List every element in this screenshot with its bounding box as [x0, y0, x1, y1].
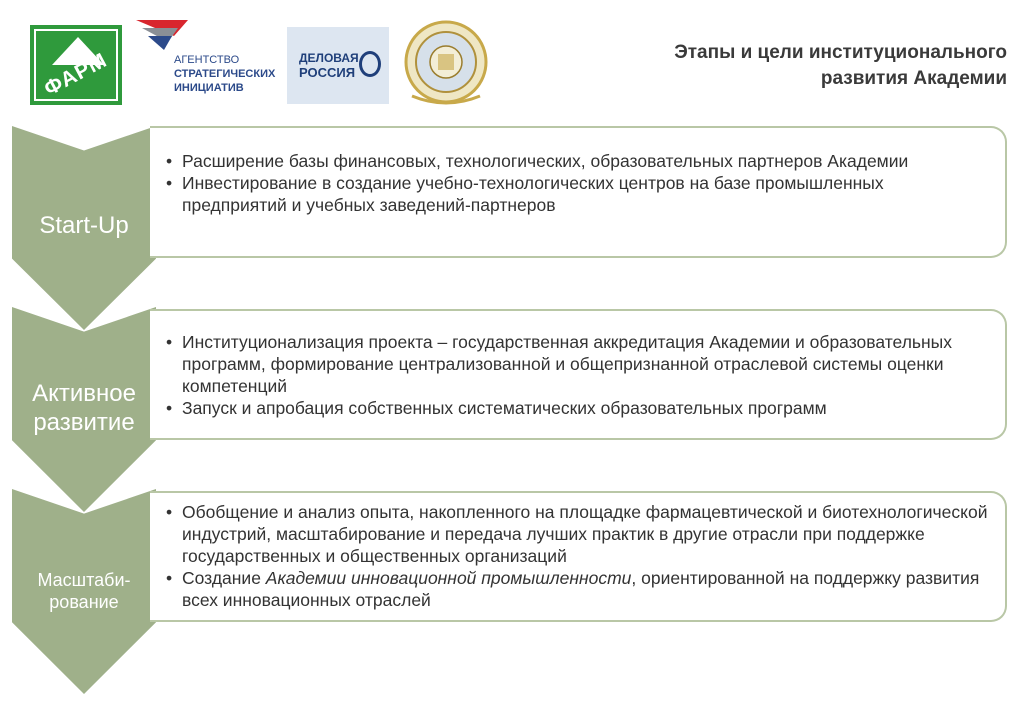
page-title	[537, 40, 1007, 92]
stage-1-bullets	[166, 150, 991, 216]
page-title-line1: Этапы и цели институционального	[674, 42, 1007, 63]
stage-1-panel	[150, 126, 1007, 258]
asi-logo	[132, 16, 282, 102]
delovaya-rossiya-logo	[287, 27, 389, 104]
stage-2-bullet: • Институционализация проекта – государственная аккредитация Академии и образовательных программ, формирование централизованной и общепризнанной отраслевой системы оценки компетенций	[166, 331, 995, 397]
stage-3-bullet: • Обобщение и анализ опыта, накопленного на площадке фармацевтической и биотехнологической индустрий, масштабирование и передача лучших практик в другие отрасли при поддержке государственных и общественных организаций	[166, 501, 995, 567]
university-seal-logo	[398, 18, 494, 108]
stage-3-bullet	[166, 567, 995, 611]
stage-3-label	[12, 570, 156, 613]
asi-logo-mark	[132, 16, 192, 56]
stage-2-label-line1: Активное	[32, 380, 136, 407]
stage-1-label-line1: Start-Up	[39, 212, 129, 239]
stage-2-label-line2: развитие	[33, 408, 135, 436]
stage-3-bullet2-prefix: Создание	[182, 568, 266, 588]
stage-3-panel	[150, 491, 1007, 622]
stage-2-bullets	[166, 331, 995, 419]
farm-logo-text: ФАРМ	[40, 48, 112, 101]
stage-3-bullet2-italic: Академии инновационной промышленности	[265, 568, 632, 588]
stage-1-bullet: • Расширение базы финансовых, технологических, образовательных партнеров Академии	[166, 150, 991, 172]
asi-logo-line3: ИНИЦИАТИВ	[174, 82, 244, 94]
asi-logo-line1: АГЕНТСТВО	[174, 54, 240, 66]
dr-logo-line1: ДЕЛОВАЯ	[299, 51, 359, 65]
stage-2-label	[12, 380, 156, 438]
stage-3-bullets	[166, 501, 995, 611]
dr-logo-line2: РОССИЯ	[299, 65, 356, 80]
stage-1-bullet: • Инвестирование в создание учебно-технологических центров на базе промышленных предприятий и учебных заведений-партнеров	[166, 172, 991, 216]
stage-3-label-line1: Масштаби-	[37, 570, 131, 590]
university-seal-icon	[398, 18, 494, 108]
farm-logo	[30, 25, 122, 105]
stage-1-label	[12, 212, 156, 241]
stage-3-label-line2: рование	[49, 591, 119, 612]
dr-logo-mark	[359, 51, 381, 77]
stage-2-panel	[150, 309, 1007, 440]
asi-logo-line2: СТРАТЕГИЧЕСКИХ	[174, 68, 276, 80]
stage-3-bullet2-suffix: , ориентированной на поддержку развития всех инновационных отраслей	[182, 568, 980, 610]
stage-2-bullet: • Запуск и апробация собственных систематических образовательных программ	[166, 397, 995, 419]
page-title-line2: развития Академии	[820, 68, 1007, 89]
